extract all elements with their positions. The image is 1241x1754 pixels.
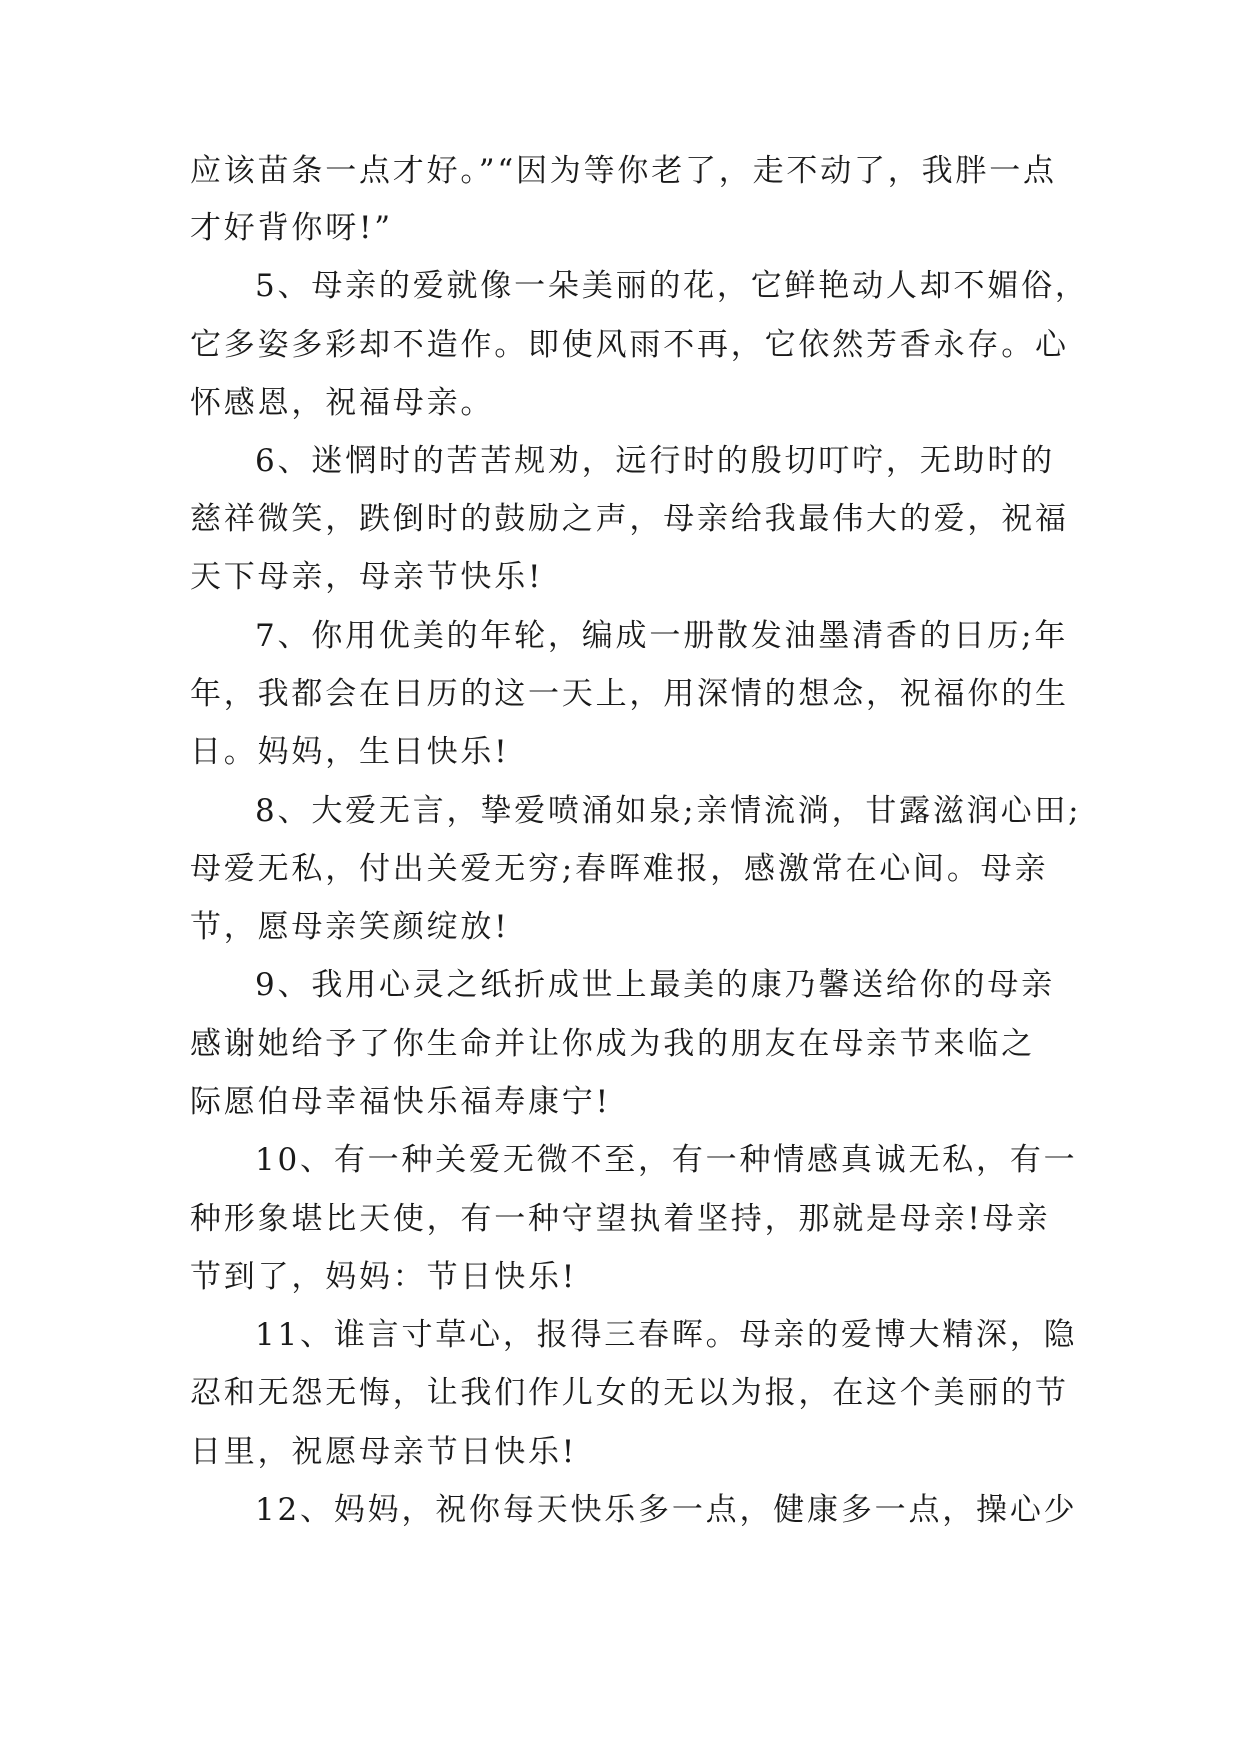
text-line: 种形象堪比天使，有一种守望执着坚持，那就是母亲!母亲: [190, 1201, 1051, 1237]
paragraph-6-start: 6、迷惘时的苦苦规劝，远行时的殷切叮咛，无助时的: [255, 443, 1055, 479]
paragraph-7-start: 7、你用优美的年轮，编成一册散发油墨清香的日历;年: [255, 618, 1069, 654]
paragraph-8-start: 8、大爱无言，挚爱喷涌如泉;亲情流淌，甘露滋润心田;: [255, 793, 1082, 829]
text-line: 才好背你呀!”: [190, 210, 393, 246]
text-line: 日里，祝愿母亲节日快乐!: [190, 1434, 578, 1470]
text-line: 应该苗条一点才好。”“因为等你老了，走不动了，我胖一点: [190, 153, 1057, 189]
text-line: 节到了，妈妈：节日快乐!: [190, 1259, 578, 1295]
paragraph-10-start: 10、有一种关爱无微不至，有一种情感真诚无私，有一: [255, 1142, 1078, 1178]
text-line: 感谢她给予了你生命并让你成为我的朋友在母亲节来临之: [190, 1026, 1035, 1062]
paragraph-11-start: 11、谁言寸草心，报得三春晖。母亲的爱博大精深，隐: [255, 1317, 1078, 1353]
text-line: 日。妈妈，生日快乐!: [190, 734, 510, 770]
text-line: 天下母亲，母亲节快乐!: [190, 559, 544, 595]
text-line: 它多姿多彩却不造作。即使风雨不再，它依然芳香永存。心: [190, 327, 1069, 363]
text-line: 怀感恩，祝福母亲。: [190, 385, 495, 421]
text-line: 节，愿母亲笑颜绽放!: [190, 909, 510, 945]
paragraph-5-start: 5、母亲的爱就像一朵美丽的花，它鲜艳动人却不媚俗，: [255, 268, 1089, 304]
paragraph-12-start: 12、妈妈，祝你每天快乐多一点，健康多一点，操心少: [255, 1492, 1078, 1528]
text-line: 际愿伯母幸福快乐福寿康宁!: [190, 1084, 611, 1120]
paragraph-9-start: 9、我用心灵之纸折成世上最美的康乃馨送给你的母亲: [255, 967, 1055, 1003]
text-line: 母爱无私，付出关爱无穷;春晖难报，感激常在心间。母亲: [190, 851, 1049, 887]
text-line: 忍和无怨无悔，让我们作儿女的无以为报，在这个美丽的节: [190, 1375, 1069, 1411]
text-line: 年，我都会在日历的这一天上，用深情的想念，祝福你的生: [190, 676, 1069, 712]
text-line: 慈祥微笑，跌倒时的鼓励之声，母亲给我最伟大的爱，祝福: [190, 501, 1069, 537]
